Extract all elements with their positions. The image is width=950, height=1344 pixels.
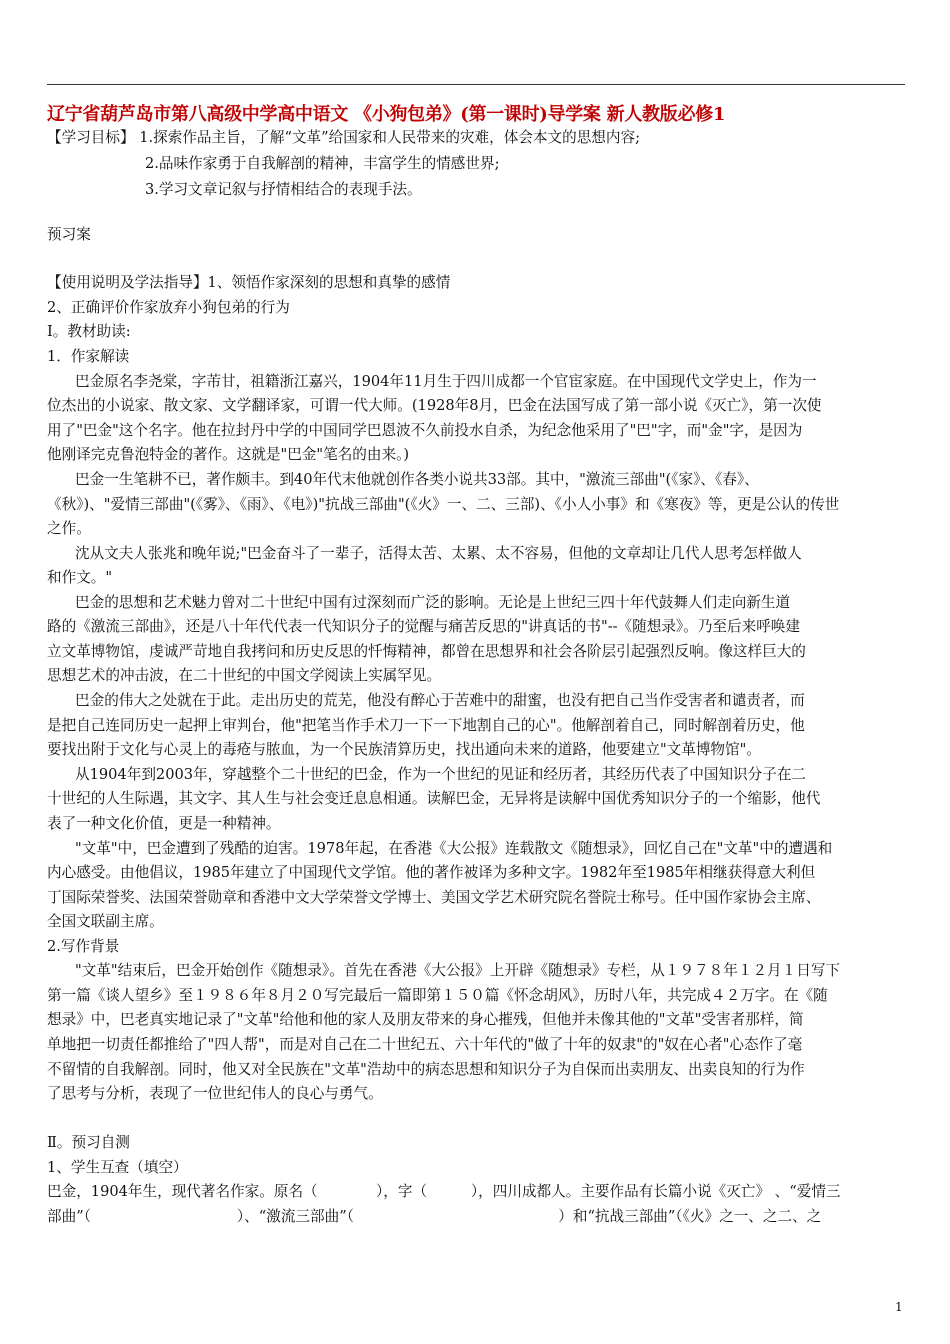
p7-line: 全国文联副主席。 xyxy=(47,913,164,930)
p7-line: 内心感受。由他倡议，1985年建立了中国现代文学馆。他的著作被译为多种文字。1982年至1985年相继获得意大利但 xyxy=(47,864,816,881)
p8-line: 想录》中，巴老真实地记录了"文革"给他和他的家人及朋友带来的身心摧残，但他并未像其他的"文革"受害者那样，简 xyxy=(47,1011,804,1028)
header-rule xyxy=(47,84,905,85)
p2-line: 之作。 xyxy=(47,520,91,537)
p7-line: 丁国际荣誉奖、法国荣誉勋章和香港中文大学荣誉文学博士、美国文学艺术研究院名誉院士称号。任中国作家协会主席、 xyxy=(47,889,821,906)
p3-line: 沈从文夫人张兆和晚年说;"巴金奋斗了一辈子，活得太苦、太累、太不容易，但他的文章却让几代人思考怎样做人 xyxy=(75,545,802,562)
p2-line: 《秋》)、"爱情三部曲"(《雾》、《雨》、《电》)"抗战三部曲"(《火》一、二、三部)、《小人小事》和《寒夜》等，更是公认的传世 xyxy=(47,496,840,513)
p4-line: 巴金的思想和艺术魅力曾对二十世纪中国有过深刻而广泛的影响。无论是上世纪三四十年代鼓舞人们走向新生道 xyxy=(75,594,791,611)
p8-line: 了思考与分析，表现了一位世纪伟人的良心与勇气。 xyxy=(47,1085,383,1102)
p2-line: 巴金一生笔耕不已，著作颇丰。到40年代末他就创作各类小说共33部。其中，"激流三部曲"(《家》、《春》、 xyxy=(75,471,759,488)
p8-line: 不留情的自我解剖。同时，他又对全民族在"文革"浩劫中的病态思想和知识分子为自保而出卖朋友、出卖良知的行为作 xyxy=(47,1061,805,1078)
p4-line: 立文革博物馆，虔诚严苛地自我拷问和历史反思的忏悔精神，都曾在思想界和社会各阶层引起强烈反响。像这样巨大的 xyxy=(47,643,806,660)
part2-sub1: 1、学生互查（填空） xyxy=(47,1159,188,1176)
page-number: 1 xyxy=(895,1300,903,1314)
fill-line: 部曲”（ ）、“激流三部曲”（ ）和“抗战三部曲”（《火》之一、之二、之 xyxy=(47,1208,822,1225)
p4-line: 思想艺术的冲击波，在二十世纪的中国文学阅读上实属罕见。 xyxy=(47,667,442,684)
p4-line: 路的《激流三部曲》，还是八十年代代表一代知识分子的觉醒与痛苦反思的"讲真话的书"--《随想录》。乃至后来呼唤建 xyxy=(47,618,800,635)
p6-line: 十世纪的人生际遇，其文字、其人生与社会变迁息息相通。读解巴金，无异将是读解中国优秀知识分子的一个缩影，他代 xyxy=(47,790,821,807)
part1-heading: Ⅰ。教材助读: xyxy=(47,323,131,340)
p5-line: 要找出附于文化与心灵上的毒疮与脓血，为一个民族清算历史，找出通向未来的道路，他要建立"文革博物馆"。 xyxy=(47,741,761,758)
part1-sub1: 1．作家解读 xyxy=(47,348,130,365)
p5-line: 是把自己连同历史一起押上审判台，他"把笔当作手术刀一下一下地割自己的心"。他解剖着自己，同时解剖着历史，他 xyxy=(47,717,805,734)
part1-sub2: 2.写作背景 xyxy=(47,938,120,955)
p6-line: 从1904年到2003年，穿越整个二十世纪的巴金，作为一个世纪的见证和经历者，其经历代表了中国知识分子在二 xyxy=(75,766,807,783)
p1-line: 他刚译完克鲁泡特金的著作。这就是"巴金"笔名的由来。) xyxy=(47,446,410,463)
p5-line: 巴金的伟大之处就在于此。走出历史的荒芜，他没有醉心于苦难中的甜蜜，也没有把自己当作受害者和谴责者，而 xyxy=(75,692,805,709)
section-preview: 预习案 xyxy=(47,226,91,243)
fill-line: 巴金，1904年生，现代著名作家。原名（ ），字（ ），四川成都人。主要作品有长篇小说《灭亡》 、“爱情三 xyxy=(47,1183,841,1200)
p7-line: "文革"中，巴金遭到了残酷的迫害。1978年起，在香港《大公报》连载散文《随想录》，回忆自己在"文革"中的遭遇和 xyxy=(75,840,833,857)
objective-2: 2.品味作家勇于自我解剖的精神，丰富学生的情感世界; xyxy=(145,155,500,172)
p8-line: "文革"结束后，巴金开始创作《随想录》。首先在香港《大公报》上开辟《随想录》专栏，从１９７８年１２月１日写下 xyxy=(75,962,841,979)
objectives-line-1 xyxy=(47,128,640,148)
p1-line: 用了"巴金"这个名字。他在拉封丹中学的中国同学巴恩波不久前投水自杀，为纪念他采用了"巴"字，而"金"字，是因为 xyxy=(47,422,803,439)
p6-line: 表了一种文化价值，更是一种精神。 xyxy=(47,815,281,832)
guide-line-2: 2、正确评价作家放弃小狗包弟的行为 xyxy=(47,299,290,316)
objective-1: 1.探索作品主旨，了解“文革”给国家和人民带来的灾难，体会本文的思想内容; xyxy=(139,129,640,146)
page-title: 辽宁省葫芦岛市第八高级中学高中语文 《小狗包弟》(第一课时)导学案 新人教版必修1 xyxy=(47,104,726,125)
p1-line: 位杰出的小说家、散文家、文学翻译家，可谓一代大师。(1928年8月，巴金在法国写成了第一部小说《灭亡》，第一次使 xyxy=(47,397,822,414)
p1-line: 巴金原名李尧棠，字芾甘，祖籍浙江嘉兴，1904年11月生于四川成都一个官宦家庭。在中国现代文学史上，作为一 xyxy=(75,373,817,390)
p8-line: 单地把一切责任都推给了"四人帮"，而是对自己在二十世纪五、六十年代的"做了十年的奴隶"的"奴在心者"心态作了毫 xyxy=(47,1036,803,1053)
p3-line: 和作文。" xyxy=(47,569,113,586)
p8-line: 第一篇《谈人望乡》至１９８６年８月２０写完最后一篇即第１５０篇《怀念胡风》，历时八年，共完成４２万字。在《随 xyxy=(47,987,828,1004)
guide-line-1: 【使用说明及学法指导】1、领悟作家深刻的思想和真挚的感情 xyxy=(47,274,451,291)
objective-3: 3.学习文章记叙与抒情相结合的表现手法。 xyxy=(145,181,422,198)
objectives-label: 【学习目标】 xyxy=(47,129,135,146)
part2-heading: Ⅱ。预习自测 xyxy=(47,1134,130,1151)
